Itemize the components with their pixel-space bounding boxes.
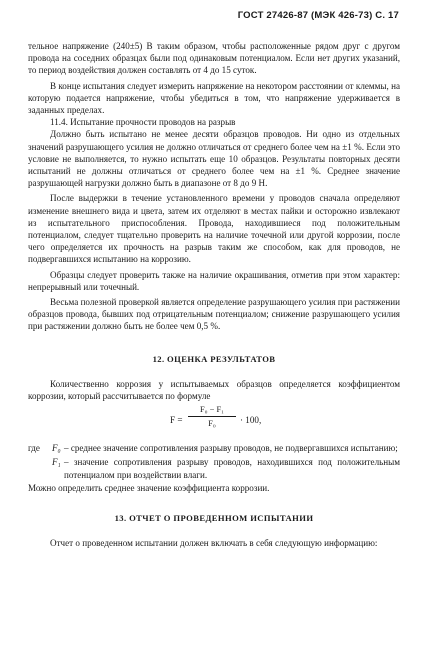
- formula-lhs: F =: [170, 415, 183, 426]
- paragraph-negative-potential: Весьма полезной проверкой является определение разрушающего усилия при растяжении образцов провода, бывших под отрицательным потенциалом; снижение разрушающего усилия при растяжении должно быть не более чем 0,5 %.: [28, 297, 400, 332]
- formula-rhs: · 100,: [240, 415, 262, 426]
- legend-lead: где: [28, 443, 40, 454]
- section-13-intro: Отчет о проведенном испытании должен включать в себя следующую информацию:: [50, 538, 378, 549]
- paragraph-samples: Должно быть испытано не менее десяти образцов проводов. Ни одно из отдельных значений разрушающего усилия не должно отличаться от среднего более чем на ±1 %. Если это условие не выполняется, то нужно испытать еще 10 образцов. Результаты повторных десяти испытаний не должны отличаться от среднего более чем на ±1 %. Среднее значение разрушающей нагрузки должно быть в диапазоне от 8 до 9 Н.: [28, 129, 400, 189]
- section-12-heading: 12. ОЦЕНКА РЕЗУЛЬТАТОВ: [152, 353, 276, 364]
- paragraph-voltage: тельное напряжение (240±5) В таким образом, чтобы расположенные рядом друг с другом провода на соседних образцах были под одинаковым потенциалом. Если нет других указаний, то период воздействия должен составлять от 4 до 15 суток.: [28, 41, 400, 76]
- paragraph-after-exposure: После выдержки в течение установленного времени у проводов сначала определяют изменение внешнего вида и цвета, затем их отделяют в местах пайки и осторожно извлекают из испытательного приспособления. Провода, находившиеся под положительным потенциалом, следует тщательно проверить на наличие точечной или другой коррозии, после чего определяется их прочность на разрыв таким же способом, как для проводов, не подвергавшихся испытанию на коррозию.: [28, 193, 400, 265]
- legend-text-f0: – среднее значение сопротивления разрыву проводов, не подвергавшихся испытанию;: [64, 443, 398, 454]
- legend-row-f0: [28, 442, 400, 454]
- formula-numerator: F₀ − F₁: [199, 405, 225, 415]
- fraction-bar: [188, 416, 236, 417]
- page-body: [28, 40, 400, 550]
- subsection-11-4-title: 11.4. Испытание прочности проводов на разрыв: [50, 117, 236, 128]
- section-12-intro: Количественно коррозия у испытываемых образцов определяется коэффициентом коррозии, который рассчитывается по формуле: [28, 378, 400, 402]
- legend-symbol-f1: F₁: [52, 457, 61, 468]
- legend-text-f1: – значение сопротивления разрыву проводов, находившихся под положительным потенциалом при воздействии влаги.: [64, 457, 400, 480]
- paragraph-staining: Образцы следует проверить также на наличие окрашивания, отметив при этом характер: непрерывный или точечный.: [28, 269, 400, 292]
- legend-row-f1: [28, 456, 400, 480]
- paragraph-end-of-test: В конце испытания следует измерить напряжение на некотором расстоянии от клеммы, на которую подается напряжение, чтобы убедиться в том, что напряжение удерживается в заданных пределах.: [28, 80, 400, 116]
- section-12-closing: Можно определить среднее значение коэффициента коррозии.: [28, 482, 270, 493]
- formula-denominator: F₀: [208, 419, 216, 429]
- formula-legend: [28, 442, 400, 481]
- section-13-heading: 13. ОТЧЕТ О ПРОВЕДЕННОМ ИСПЫТАНИИ: [114, 513, 314, 524]
- formula-fraction: [188, 404, 236, 429]
- legend-symbol-f0: F₀: [52, 443, 61, 454]
- corrosion-formula: [28, 404, 400, 438]
- page-header: ГОСТ 27426-87 (МЭК 426-73) С. 17: [237, 10, 399, 21]
